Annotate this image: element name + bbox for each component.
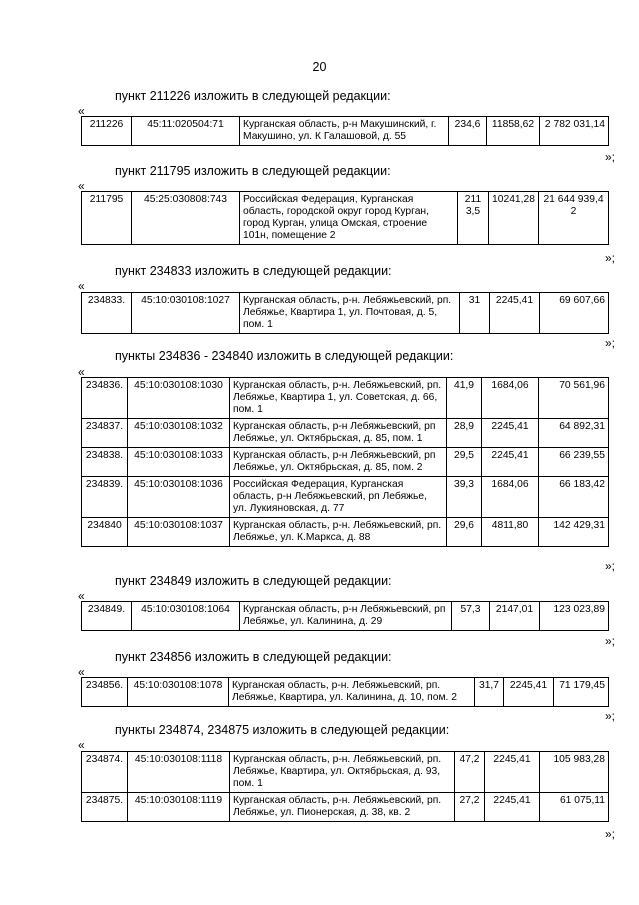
cell-total: 105 983,28	[540, 752, 609, 793]
cell-area: 29,6	[447, 518, 482, 547]
block-intro: пункт 211226 изложить в следующей редакции:	[115, 89, 391, 103]
cell-address: Курганская область, р-н Макушинский, г. Макушино, ул. К Галашовой, д. 55	[240, 117, 449, 146]
cell-address: Российская Федерация, Курганская область, городской округ город Курган, город Курган, улица Омская, строение 101н, помещение 2	[240, 192, 458, 245]
quote-close: »;	[604, 251, 615, 265]
quote-open: «	[78, 589, 85, 603]
cell-price: 1684,06	[482, 378, 539, 419]
record-table	[81, 601, 609, 631]
cell-cadastral: 45:10:030108:1119	[128, 793, 230, 822]
table-row	[82, 448, 609, 477]
page-number: 20	[312, 60, 327, 74]
cell-price: 2245,41	[485, 752, 540, 793]
cell-price: 2245,41	[504, 678, 554, 707]
cell-area: 29,5	[447, 448, 482, 477]
record-table	[81, 677, 609, 707]
block-intro: пункт 234833 изложить в следующей редакции:	[115, 264, 392, 278]
quote-close: »;	[604, 709, 615, 723]
cell-area: 31,7	[475, 678, 504, 707]
quote-open: «	[78, 179, 85, 193]
cell-total: 2 782 031,14	[540, 117, 609, 146]
cell-cadastral: 45:10:030108:1064	[132, 602, 240, 631]
table-row	[82, 793, 609, 822]
cell-total: 70 561,96	[539, 378, 609, 419]
cell-address: Курганская область, р-н. Лебяжьевский, рп. Лебяжье, Квартира, ул. Калинина, д. 10, пом. 2	[229, 678, 475, 707]
table-row	[82, 293, 609, 334]
cell-price: 2245,41	[482, 419, 539, 448]
cell-address: Курганская область, р-н. Лебяжьевский, рп. Лебяжье, Квартира 1, ул. Советская, д. 66, пом. 1	[230, 378, 447, 419]
table-row	[82, 378, 609, 419]
block-intro: пункт 211795 изложить в следующей редакции:	[115, 164, 391, 178]
cell-total: 123 023,89	[540, 602, 609, 631]
quote-close: »;	[604, 634, 615, 648]
table-row	[82, 477, 609, 518]
cell-price: 11858,62	[487, 117, 540, 146]
cell-address: Курганская область, р-н Лебяжьевский, рп Лебяжье, ул. Калинина, д. 29	[240, 602, 452, 631]
cell-total: 61 075,11	[540, 793, 609, 822]
cell-price: 2147,01	[490, 602, 540, 631]
cell-number: 211795	[82, 192, 132, 245]
table-row	[82, 602, 609, 631]
cell-number: 234840	[82, 518, 128, 547]
cell-total: 66 183,42	[539, 477, 609, 518]
quote-close: »;	[604, 827, 615, 841]
quote-close: »;	[604, 559, 615, 573]
cell-cadastral: 45:25:030808:743	[132, 192, 240, 245]
cell-number: 211226	[82, 117, 132, 146]
cell-price: 2245,41	[490, 293, 540, 334]
quote-open: «	[78, 365, 85, 379]
cell-cadastral: 45:10:030108:1036	[128, 477, 230, 518]
block-intro: пункты 234836 - 234840 изложить в следующей редакции:	[115, 349, 454, 363]
cell-area: 39,3	[447, 477, 482, 518]
cell-area: 27,2	[455, 793, 485, 822]
block-intro: пункт 234856 изложить в следующей редакции:	[115, 650, 392, 664]
record-table	[81, 116, 609, 146]
cell-number: 234839.	[82, 477, 128, 518]
cell-total: 66 239,55	[539, 448, 609, 477]
cell-cadastral: 45:10:030108:1037	[128, 518, 230, 547]
cell-cadastral: 45:10:030108:1033	[128, 448, 230, 477]
quote-close: »;	[604, 336, 615, 350]
cell-number: 234836.	[82, 378, 128, 419]
cell-cadastral: 45:10:030108:1032	[128, 419, 230, 448]
record-table	[81, 292, 609, 334]
cell-number: 234875.	[82, 793, 128, 822]
quote-open: «	[78, 738, 85, 752]
cell-address: Российская Федерация, Курганская область, р-н Лебяжьевский, рп Лебяжье, ул. Лукияновская, д. 77	[230, 477, 447, 518]
cell-address: Курганская область, р-н. Лебяжьевский, рп. Лебяжье, Квартира, ул. Октябрьская, д. 93, пом. 1	[230, 752, 455, 793]
cell-area: 234,6	[449, 117, 487, 146]
cell-cadastral: 45:10:030108:1027	[132, 293, 240, 334]
cell-address: Курганская область, р-н Лебяжьевский, рп Лебяжье, ул. Октябрьская, д. 85, пом. 2	[230, 448, 447, 477]
cell-address: Курганская область, р-н Лебяжьевский, рп Лебяжье, ул. Октябрьская, д. 85, пом. 1	[230, 419, 447, 448]
cell-cadastral: 45:11:020504:71	[132, 117, 240, 146]
cell-price: 1684,06	[482, 477, 539, 518]
cell-total: 71 179,45	[554, 678, 609, 707]
cell-area: 28,9	[447, 419, 482, 448]
quote-open: «	[78, 665, 85, 679]
quote-open: «	[78, 279, 85, 293]
cell-number: 234874.	[82, 752, 128, 793]
cell-cadastral: 45:10:030108:1078	[128, 678, 229, 707]
cell-total: 142 429,31	[539, 518, 609, 547]
cell-area: 31	[460, 293, 490, 334]
cell-number: 234856.	[82, 678, 128, 707]
record-table	[81, 191, 609, 245]
table-row	[82, 419, 609, 448]
cell-total: 21 644 939,42	[539, 192, 609, 245]
cell-price: 2245,41	[485, 793, 540, 822]
cell-total: 64 892,31	[539, 419, 609, 448]
cell-area: 47,2	[455, 752, 485, 793]
cell-address: Курганская область, р-н. Лебяжьевский, рп. Лебяжье, ул. К.Маркса, д. 88	[230, 518, 447, 547]
cell-price: 2245,41	[482, 448, 539, 477]
cell-area: 41,9	[447, 378, 482, 419]
record-table	[81, 377, 609, 547]
record-table	[81, 751, 609, 822]
cell-number: 234837.	[82, 419, 128, 448]
cell-total: 69 607,66	[540, 293, 609, 334]
block-intro: пункты 234874, 234875 изложить в следующей редакции:	[115, 723, 450, 737]
cell-number: 234838.	[82, 448, 128, 477]
quote-open: «	[78, 104, 85, 118]
cell-area: 57,3	[452, 602, 490, 631]
cell-area: 2113,5	[458, 192, 489, 245]
cell-price: 4811,80	[482, 518, 539, 547]
table-row	[82, 518, 609, 547]
cell-number: 234833.	[82, 293, 132, 334]
cell-address: Курганская область, р-н. Лебяжьевский, рп. Лебяжье, ул. Пионерская, д. 38, кв. 2	[230, 793, 455, 822]
table-row	[82, 117, 609, 146]
cell-price: 10241,28	[489, 192, 539, 245]
cell-cadastral: 45:10:030108:1030	[128, 378, 230, 419]
quote-close: »;	[604, 150, 615, 164]
table-row	[82, 678, 609, 707]
table-row	[82, 192, 609, 245]
table-row	[82, 752, 609, 793]
cell-address: Курганская область, р-н. Лебяжьевский, рп. Лебяжье, Квартира 1, ул. Почтовая, д. 5, пом. 1	[240, 293, 460, 334]
cell-cadastral: 45:10:030108:1118	[128, 752, 230, 793]
cell-number: 234849.	[82, 602, 132, 631]
block-intro: пункт 234849 изложить в следующей редакции:	[115, 574, 392, 588]
